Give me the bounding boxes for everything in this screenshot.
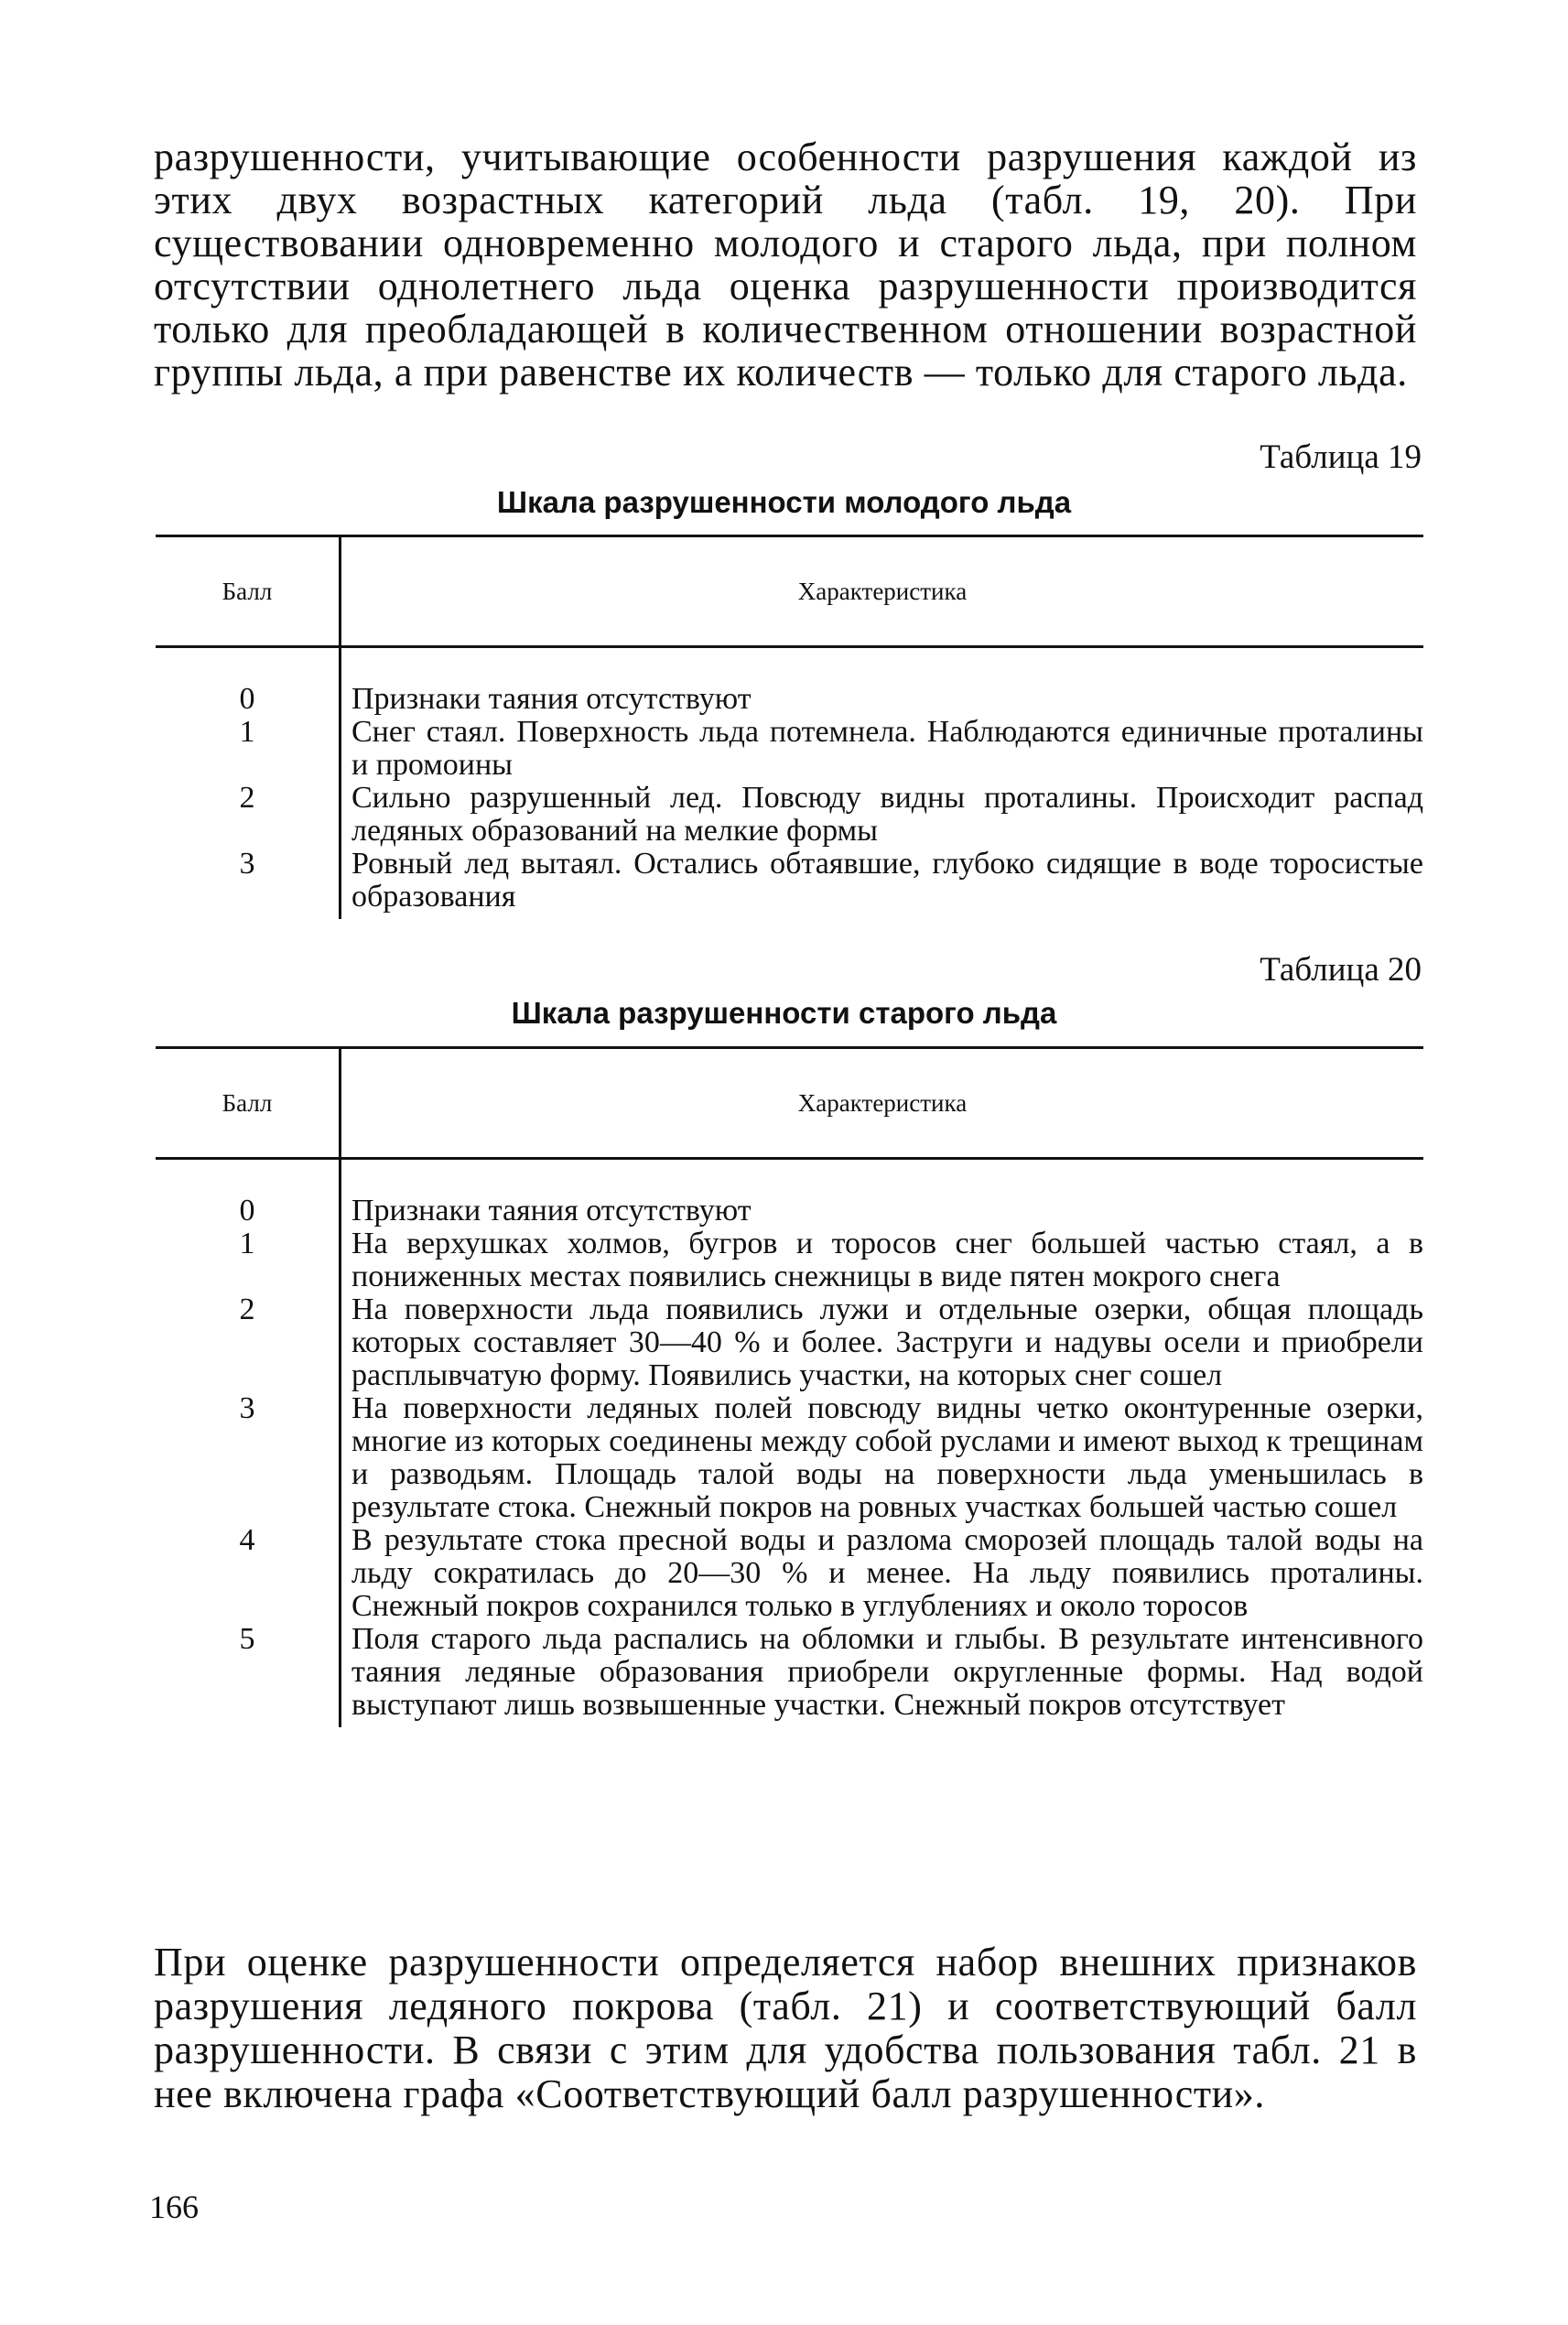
table-row xyxy=(156,716,1423,782)
row-text: Ровный лед вытаял. Остались обтаявшие, глубоко сидящие в воде торосистые образования xyxy=(351,847,1423,914)
table-row xyxy=(156,1392,1423,1524)
outro-paragraph: При оценке разрушенности определяется набор внешних признаков разрушения ледяного покрова (табл. 21) и соответствующий балл разрушенности. В связи с этим для удобства пользования табл. 21 в нее включена графа «Соответствующий балл разрушенности». xyxy=(154,1940,1417,2116)
row-text: На поверхности ледяных полей повсюду видны четко оконтуренные озерки, многие из которых соединены между собой руслами и имеют выход к трещинам и разводьям. Площадь талой воды на поверхности льда уменьшилась в результате стока. Снежный покров на ровных участках большей частью сошел xyxy=(351,1391,1423,1524)
table-row xyxy=(156,1524,1423,1623)
row-text: Признаки таяния отсутствуют xyxy=(351,682,752,716)
table19-label: Таблица 19 xyxy=(1260,438,1422,476)
table-row xyxy=(156,1195,1423,1227)
table20-col-desc: Характеристика xyxy=(339,1049,1423,1157)
table19-col-score: Балл xyxy=(222,577,273,605)
row-score: 0 xyxy=(239,682,255,716)
table-row xyxy=(156,683,1423,716)
page-number: 166 xyxy=(149,2189,199,2225)
row-score: 1 xyxy=(239,715,255,749)
row-score: 1 xyxy=(239,1227,255,1260)
table20-title: Шкала разрушенности старого льда xyxy=(511,996,1057,1030)
row-score: 3 xyxy=(239,1391,255,1425)
row-text: В результате стока пресной воды и разлома сморозей площадь талой воды на льду сократилась до 20—30 % и менее. На льду появились проталины. Снежный покров сохранился только в углублениях и около торосов xyxy=(351,1523,1423,1623)
row-text: Поля старого льда распались на обломки и глыбы. В результате интенсивного таяния ледяные образования приобрели округленные формы. Над водой выступают лишь возвышенные участки. Снежный покров отсутствует xyxy=(351,1622,1423,1722)
row-text: Снег стаял. Поверхность льда потемнела. Наблюдаются единичные проталины и промоины xyxy=(351,715,1423,782)
row-score: 0 xyxy=(239,1194,255,1227)
table-row xyxy=(156,1623,1423,1722)
row-text: Признаки таяния отсутствуют xyxy=(351,1194,752,1227)
table20-col-score: Балл xyxy=(222,1088,273,1117)
table-row xyxy=(156,1293,1423,1392)
row-score: 4 xyxy=(239,1523,255,1557)
row-score: 2 xyxy=(239,781,255,815)
table19-body xyxy=(156,648,1423,919)
table20-header xyxy=(156,1046,1423,1160)
table20-label: Таблица 20 xyxy=(1260,951,1422,989)
table-row xyxy=(156,782,1423,848)
row-text: Сильно разрушенный лед. Повсюду видны проталины. Происходит распад ледяных образований на мелкие формы xyxy=(351,781,1423,848)
table-row xyxy=(156,848,1423,914)
intro-paragraph: разрушенности, учитывающие особенности разрушения каждой из этих двух возрастных категорий льда (табл. 19, 20). При существовании одновременно молодого и старого льда, при полном отсутствии однолетнего льда оценка разрушенности производится только для преобладающей в количественном отношении возрастной группы льда, а при равенстве их количеств — только для старого льда. xyxy=(154,135,1417,395)
row-text: На поверхности льда появились лужи и отдельные озерки, общая площадь которых составляет 30—40 % и более. Заструги и надувы осели и приобрели расплывчатую форму. Появились участки, на которых снег сошел xyxy=(351,1292,1423,1392)
table20-body xyxy=(156,1160,1423,1727)
row-score: 2 xyxy=(239,1292,255,1326)
table19-header xyxy=(156,535,1423,648)
row-score: 3 xyxy=(239,847,255,881)
table19-title: Шкала разрушенности молодого льда xyxy=(496,485,1072,519)
row-text: На верхушках холмов, бугров и торосов снег большей частью стаял, а в пониженных местах появились снежницы в виде пятен мокрого снега xyxy=(351,1227,1423,1293)
table19 xyxy=(156,535,1423,919)
table20 xyxy=(156,1046,1423,1727)
table19-col-desc: Характеристика xyxy=(339,537,1423,645)
table-row xyxy=(156,1227,1423,1293)
row-score: 5 xyxy=(239,1622,255,1656)
